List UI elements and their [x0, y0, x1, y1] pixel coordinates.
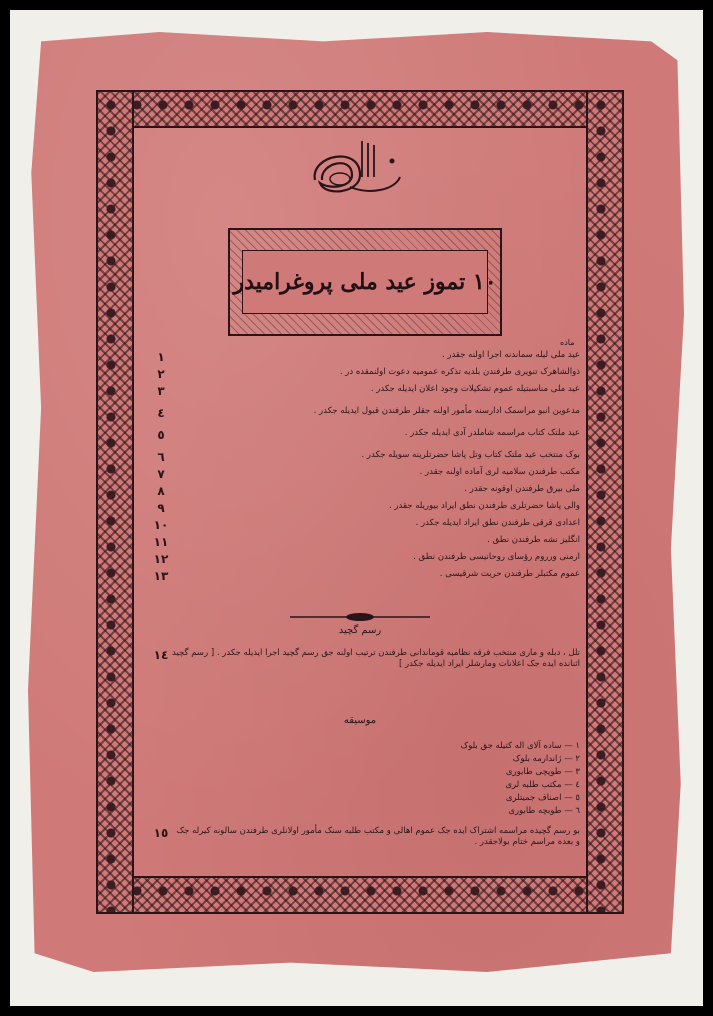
article-number: ۱٤	[153, 648, 169, 662]
article-number: ٦	[157, 450, 165, 464]
list-item: ٦ — طوبچه طابوری	[508, 806, 580, 816]
article-text: عموم مکتبلر طرفندن حریت شرقیسی .	[439, 569, 580, 579]
article-text: ارمنی ورروم رؤسای روحانیسی طرفندن نطق .	[413, 552, 580, 562]
article-item	[150, 648, 580, 670]
article-item	[150, 384, 580, 398]
article-number: ۲	[157, 367, 165, 381]
tughra-emblem	[300, 135, 410, 205]
article-item	[150, 450, 580, 464]
ornamental-divider	[290, 612, 430, 622]
list-item: ٤ — مکتب طلبه لری	[505, 780, 580, 790]
article-text: بو رسم گچیده مراسمه اشتراک ایده جک عموم اهالی و مکتب طلبه سنک مأمور اولانلری طرفندن سالونه کیرله جک و بعده مراسم ختام بولاجقدر .	[176, 826, 580, 847]
article-number: ۷	[157, 467, 165, 481]
article-14	[150, 648, 580, 673]
article-text: اعدادی قرقی طرفندن نطق ایراد ایدیله جکدر .	[415, 518, 580, 528]
article-number: ۱۲	[153, 552, 169, 566]
article-item	[150, 518, 580, 532]
article-text: عید ملتک کتاب مراسمه شاملدر آدی ایدیله جکدر .	[404, 428, 580, 438]
article-text: بوک منتخب عید ملتک کتاب وتل پاشا حضرتلرینه سویله جکدر .	[361, 450, 580, 460]
parade-order-list	[340, 740, 580, 818]
section-heading-parade: رسم گچید	[338, 625, 382, 636]
article-number: ۱۰	[153, 518, 169, 532]
article-text: عید ملی مناسبتیله عموم تشکیلات وجود اعلان ایدیله جکدر .	[370, 384, 580, 394]
article-item	[150, 350, 580, 364]
title-cartouche	[228, 228, 502, 336]
article-number: ٤	[157, 406, 165, 420]
article-text: تلل ، دبله و ماری منتخب فرقه نظامیه قوماندانی طرفندن ترتیب اولنه جق رسم گچید اجرا ایدیله جکدر . [ رسم گچید اثنانده ایده جک اعلانات ومارشلر ایراد ایدیله جکدر ]	[171, 648, 580, 669]
article-item	[150, 406, 580, 420]
article-column-label: ماده	[560, 338, 575, 347]
list-item: ۲ — ژاندارمه بلوک	[512, 754, 580, 764]
article-number: ۱	[157, 350, 165, 364]
articles-list	[150, 350, 580, 586]
list-item: ۱ — ساده آلای اله کتیله جق بلوک	[460, 741, 580, 751]
article-item	[150, 367, 580, 381]
article-item	[150, 428, 580, 442]
article-number: ۱۳	[153, 569, 169, 583]
article-number: ۱٥	[153, 826, 169, 840]
article-text: ملی بیرق طرفندن اوقونه جقدر .	[464, 484, 580, 494]
article-item	[150, 501, 580, 515]
article-number: ۱۱	[153, 535, 169, 549]
article-text: والی پاشا حضرتلری طرفندن نطق ایراد بیوریله جقدر .	[388, 501, 580, 511]
article-number: ۹	[157, 501, 165, 515]
article-item	[150, 552, 580, 566]
article-item	[150, 467, 580, 481]
article-text: مکتب طرفندن سلامیه لری آماده اولنه جقدر .	[419, 467, 580, 477]
ornamental-border-left	[96, 90, 134, 914]
article-number: ۸	[157, 484, 165, 498]
list-item: ۳ — طوپچی طابوری	[505, 767, 580, 777]
article-item	[150, 826, 580, 848]
article-number: ٥	[157, 428, 165, 442]
list-item: ٥ — اصناف جمیتلری	[505, 793, 580, 803]
ornamental-border-right	[586, 90, 624, 914]
article-15	[150, 826, 580, 851]
article-item	[150, 484, 580, 498]
article-text: انگلیز نشه طرفندن نطق .	[487, 535, 580, 545]
ornamental-border-bottom	[96, 876, 624, 914]
article-number: ۳	[157, 384, 165, 398]
article-item	[150, 535, 580, 549]
section-heading-music: موسیقه	[343, 715, 377, 726]
article-text: ذوالشاهرک تنویری طرفندن بلدیه تذکره عمومیه دعوت اولنمقده در .	[339, 367, 580, 377]
article-item	[150, 569, 580, 583]
ornamental-border-top	[96, 90, 624, 128]
document-title: ۱۰ تموز عید ملی پروغرامیدر	[233, 269, 497, 295]
article-text: مدعوین انبو مراسمک ادارسنه مأمور اولنه جقلر طرفندن قبول ایدیله جکدر .	[313, 406, 580, 416]
article-text: عید ملی لیله سماندنه اجرا اولنه جقدر .	[441, 350, 580, 360]
